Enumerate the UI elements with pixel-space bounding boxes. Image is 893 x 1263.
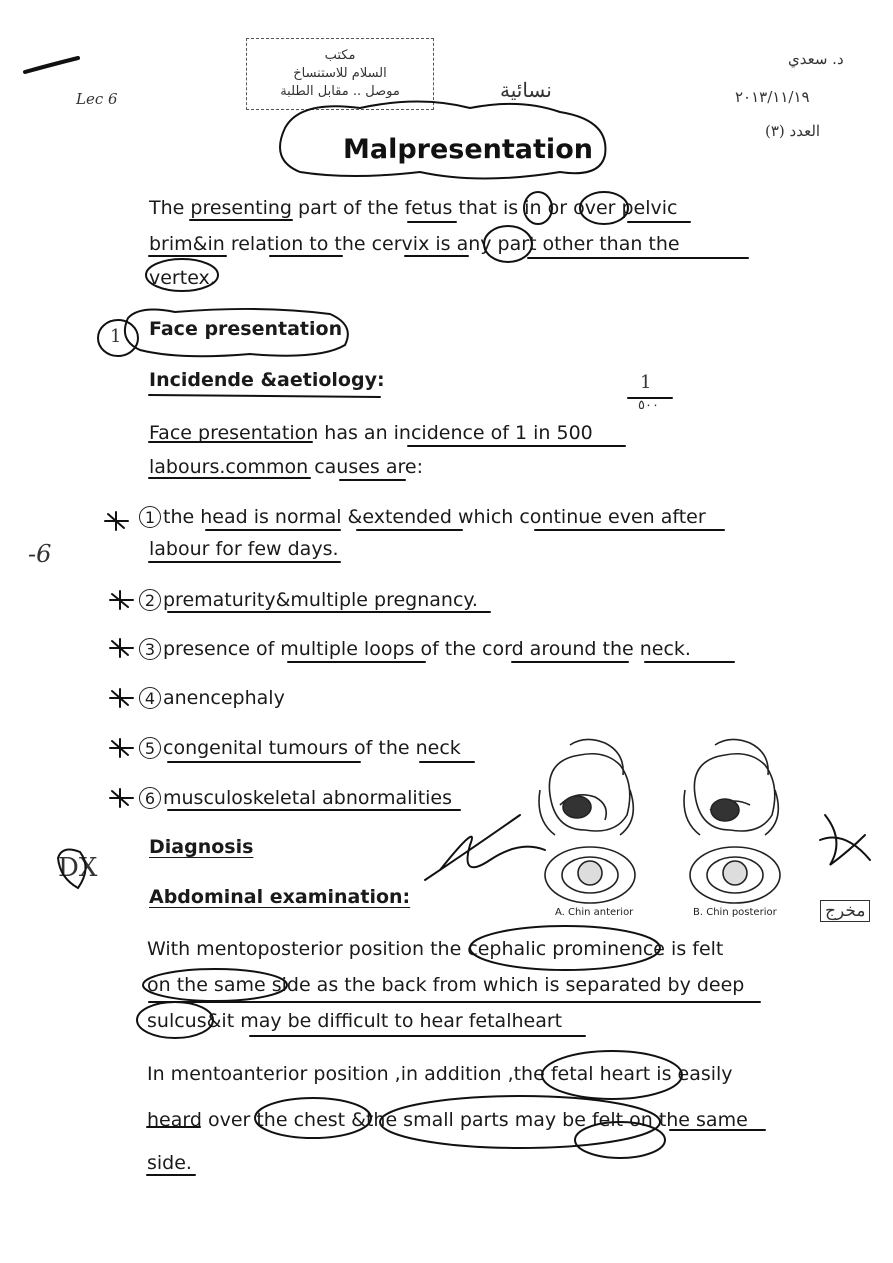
dx-margin-mark: DX xyxy=(58,853,98,883)
cause-item-2 xyxy=(139,588,478,612)
incidence-line-1: Face presentation has an incidence of 1 in 500 xyxy=(149,422,593,444)
cause-number: 6 xyxy=(139,787,161,809)
lecture-mark: Lec 6 xyxy=(76,90,118,108)
cause-text: prematurity&multiple pregnancy. xyxy=(163,589,478,611)
cause-text: the head is normal &extended which continue even after xyxy=(163,506,706,528)
definition-line-3: vertex. xyxy=(149,267,216,289)
diagnosis-heading: Diagnosis xyxy=(149,836,254,858)
cause-number: 1 xyxy=(139,506,161,528)
face-presentation-figure xyxy=(535,735,795,925)
fetal-position-illustration xyxy=(535,735,795,925)
stamp-line-2: السلام للاستنساخ xyxy=(293,66,387,81)
issue-note: العدد (٣) xyxy=(765,122,821,140)
cause-number: 2 xyxy=(139,589,161,611)
copy-shop-stamp xyxy=(246,38,434,110)
margin-note: -6 xyxy=(28,540,52,568)
cause-item-1 xyxy=(139,505,706,529)
mentoposterior-line-1: With mentoposterior position the cephalic prominence is felt xyxy=(147,938,724,960)
mentoposterior-line-2: on the same side as the back from which is separated by deep xyxy=(147,974,745,996)
mentoanterior-line-3: side. xyxy=(147,1152,192,1174)
figure-side-note: مخرج xyxy=(820,900,870,922)
mentoanterior-line-2: heard over the chest &the small parts may be felt on the same xyxy=(147,1109,748,1131)
cause-item-5 xyxy=(139,736,461,760)
cause-item-3 xyxy=(139,637,691,661)
definition-line-1: The presenting part of the fetus that is in or over pelvic xyxy=(149,197,678,219)
page-title: Malpresentation xyxy=(343,134,593,165)
cause-text: anencephaly xyxy=(163,687,285,709)
lecturer-note: د. سعدي xyxy=(788,50,844,68)
abdominal-exam-heading: Abdominal examination: xyxy=(149,886,411,908)
cause-text: presence of multiple loops of the cord around the neck. xyxy=(163,638,691,660)
subject-note: نسائية xyxy=(500,78,552,102)
cause-item-1-continued: labour for few days. xyxy=(149,538,339,560)
mentoanterior-line-1: In mentoanterior position ,in addition ,the fetal heart is easily xyxy=(147,1063,733,1085)
mentoposterior-line-3: sulcus&it may be difficult to hear fetalheart xyxy=(147,1010,563,1032)
stamp-line-3: موصل .. مقابل الطلبة xyxy=(280,84,400,99)
cause-number: 4 xyxy=(139,687,161,709)
cause-item-6 xyxy=(139,786,452,810)
caption-chin-posterior: B. Chin posterior xyxy=(693,907,777,918)
subheading-incidence: Incidende &aetiology: xyxy=(149,369,385,391)
incidence-line-2: labours.common causes are: xyxy=(149,456,423,478)
date-note: ٢٠١٣/١١/١٩ xyxy=(735,88,810,106)
section-heading-face-presentation: Face presentation xyxy=(149,318,343,340)
cause-number: 5 xyxy=(139,737,161,759)
margin-fraction-top: 1 xyxy=(640,372,652,393)
definition-line-2: brim&in relation to the cervix is any part other than the xyxy=(149,233,680,255)
caption-chin-anterior: A. Chin anterior xyxy=(555,907,634,918)
cause-number: 3 xyxy=(139,638,161,660)
section-number: 1 xyxy=(110,326,122,347)
cause-text: congenital tumours of the neck xyxy=(163,737,461,759)
cause-text: musculoskeletal abnormalities xyxy=(163,787,453,809)
cause-item-4 xyxy=(139,686,285,710)
margin-fraction-bottom: ٥٠٠ xyxy=(638,398,659,413)
stamp-line-1: مكتب xyxy=(324,48,356,63)
